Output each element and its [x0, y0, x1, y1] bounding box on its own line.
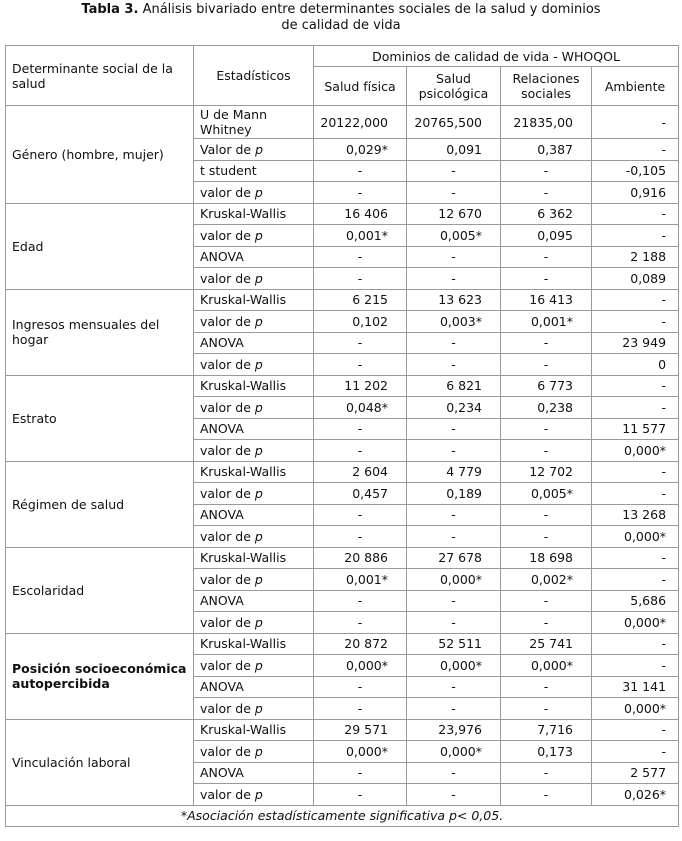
statistic-cell: ANOVA [194, 590, 314, 612]
header-determinante: Determinante social de la salud [6, 46, 194, 106]
determinant-cell: Estrato [6, 375, 194, 461]
value-cell: - [501, 246, 592, 268]
statistic-cell: valor de p [194, 268, 314, 290]
value-cell: - [592, 719, 679, 741]
statistic-cell: valor de p [194, 655, 314, 677]
value-cell: 16 413 [501, 289, 592, 311]
value-cell: 0 [592, 354, 679, 376]
value-cell: - [501, 612, 592, 634]
value-cell: 0,095 [501, 225, 592, 247]
value-cell: - [592, 375, 679, 397]
statistic-cell: ANOVA [194, 504, 314, 526]
statistic-cell: valor de p [194, 526, 314, 548]
value-cell: 4 779 [407, 461, 501, 483]
value-cell: 31 141 [592, 676, 679, 698]
value-cell: 29 571 [314, 719, 407, 741]
value-cell: - [407, 160, 501, 182]
value-cell: - [314, 698, 407, 720]
statistic-cell: U de Mann Whitney [194, 106, 314, 139]
value-cell: - [314, 160, 407, 182]
value-cell: 6 362 [501, 203, 592, 225]
statistic-cell: valor de p [194, 440, 314, 462]
determinant-cell: Escolaridad [6, 547, 194, 633]
table-row [6, 461, 679, 483]
value-cell: - [314, 354, 407, 376]
header-dominios: Dominios de calidad de vida - WHOQOL [314, 46, 679, 67]
value-cell: 0,102 [314, 311, 407, 333]
statistic-cell: Kruskal-Wallis [194, 289, 314, 311]
table-row [6, 203, 679, 225]
value-cell: - [592, 547, 679, 569]
table-caption [0, 0, 682, 34]
value-cell: - [407, 784, 501, 806]
value-cell: 5,686 [592, 590, 679, 612]
header-col-salud-psicologica: Salud psicológica [407, 67, 501, 106]
value-cell: - [407, 676, 501, 698]
value-cell: - [314, 440, 407, 462]
value-cell: 0,026* [592, 784, 679, 806]
statistic-cell: ANOVA [194, 676, 314, 698]
table-row [6, 375, 679, 397]
value-cell: 2 188 [592, 246, 679, 268]
value-cell: - [407, 504, 501, 526]
statistic-cell: valor de p [194, 182, 314, 204]
value-cell: - [407, 698, 501, 720]
value-cell: - [592, 569, 679, 591]
value-cell: - [592, 397, 679, 419]
value-cell: 20 886 [314, 547, 407, 569]
value-cell: 0,000* [407, 741, 501, 763]
value-cell: 6 215 [314, 289, 407, 311]
value-cell: - [501, 676, 592, 698]
determinant-cell: Vinculación laboral [6, 719, 194, 805]
value-cell: 23 949 [592, 332, 679, 354]
value-cell: 6 821 [407, 375, 501, 397]
table-row [6, 719, 679, 741]
value-cell: 0,238 [501, 397, 592, 419]
statistic-cell: valor de p [194, 483, 314, 505]
statistic-cell: valor de p [194, 741, 314, 763]
value-cell: 11 577 [592, 418, 679, 440]
statistic-cell: Kruskal-Wallis [194, 719, 314, 741]
statistic-cell: ANOVA [194, 246, 314, 268]
value-cell: 0,048* [314, 397, 407, 419]
value-cell: 2 577 [592, 762, 679, 784]
value-cell: - [592, 139, 679, 161]
value-cell: - [314, 268, 407, 290]
header-col-relaciones-sociales: Relaciones sociales [501, 67, 592, 106]
value-cell: 12 702 [501, 461, 592, 483]
value-cell: 0,002* [501, 569, 592, 591]
header-estadisticos: Estadísticos [194, 46, 314, 106]
value-cell: - [501, 332, 592, 354]
statistic-cell: Kruskal-Wallis [194, 633, 314, 655]
value-cell: 13 268 [592, 504, 679, 526]
value-cell: 20122,000 [314, 106, 407, 139]
value-cell: - [501, 504, 592, 526]
table-row [6, 106, 679, 139]
value-cell: - [501, 762, 592, 784]
value-cell: 0,000* [592, 440, 679, 462]
header-col-salud-fisica: Salud física [314, 67, 407, 106]
value-cell: - [314, 590, 407, 612]
statistic-cell: valor de p [194, 784, 314, 806]
value-cell: - [407, 246, 501, 268]
value-cell: 0,091 [407, 139, 501, 161]
statistic-cell: valor de p [194, 311, 314, 333]
value-cell: - [314, 418, 407, 440]
statistic-cell: Kruskal-Wallis [194, 461, 314, 483]
statistic-cell: ANOVA [194, 418, 314, 440]
statistic-cell: Kruskal-Wallis [194, 203, 314, 225]
value-cell: - [407, 268, 501, 290]
value-cell: - [314, 526, 407, 548]
value-cell: - [407, 332, 501, 354]
value-cell: - [501, 354, 592, 376]
value-cell: - [407, 762, 501, 784]
value-cell: 0,000* [314, 741, 407, 763]
value-cell: 0,189 [407, 483, 501, 505]
results-table [5, 45, 679, 827]
value-cell: - [592, 483, 679, 505]
caption-text: Análisis bivariado entre determinantes sociales de la salud y dominios [142, 2, 601, 17]
value-cell: 0,001* [314, 225, 407, 247]
statistic-cell: valor de p [194, 397, 314, 419]
statistic-cell: ANOVA [194, 762, 314, 784]
table-row [6, 547, 679, 569]
value-cell: 0,000* [592, 698, 679, 720]
value-cell: - [592, 655, 679, 677]
value-cell: 20765,500 [407, 106, 501, 139]
value-cell: 0,000* [501, 655, 592, 677]
value-cell: - [314, 676, 407, 698]
value-cell: - [314, 784, 407, 806]
value-cell: 0,000* [592, 612, 679, 634]
value-cell: 0,457 [314, 483, 407, 505]
value-cell: 21835,00 [501, 106, 592, 139]
table-body [6, 106, 679, 806]
statistic-cell: Kruskal-Wallis [194, 547, 314, 569]
value-cell: 2 604 [314, 461, 407, 483]
value-cell: - [407, 526, 501, 548]
value-cell: 0,387 [501, 139, 592, 161]
value-cell: - [501, 182, 592, 204]
value-cell: 0,234 [407, 397, 501, 419]
value-cell: 0,003* [407, 311, 501, 333]
value-cell: - [592, 106, 679, 139]
value-cell: 13 623 [407, 289, 501, 311]
value-cell: - [501, 698, 592, 720]
value-cell: - [314, 612, 407, 634]
statistic-cell: valor de p [194, 612, 314, 634]
value-cell: 0,000* [407, 655, 501, 677]
value-cell: 0,000* [407, 569, 501, 591]
value-cell: 0,001* [314, 569, 407, 591]
value-cell: - [592, 225, 679, 247]
value-cell: - [592, 741, 679, 763]
value-cell: - [314, 246, 407, 268]
caption-text-2: de calidad de vida [281, 18, 401, 33]
value-cell: - [501, 440, 592, 462]
value-cell: 25 741 [501, 633, 592, 655]
value-cell: - [407, 182, 501, 204]
statistic-cell: Kruskal-Wallis [194, 375, 314, 397]
value-cell: - [314, 762, 407, 784]
value-cell: - [314, 182, 407, 204]
value-cell: 0,005* [407, 225, 501, 247]
value-cell: - [592, 633, 679, 655]
value-cell: - [407, 354, 501, 376]
value-cell: 0,029* [314, 139, 407, 161]
value-cell: 0,000* [314, 655, 407, 677]
statistic-cell: valor de p [194, 225, 314, 247]
determinant-cell: Edad [6, 203, 194, 289]
value-cell: - [592, 461, 679, 483]
value-cell: - [407, 440, 501, 462]
value-cell: 18 698 [501, 547, 592, 569]
value-cell: 0,000* [592, 526, 679, 548]
value-cell: 27 678 [407, 547, 501, 569]
value-cell: 20 872 [314, 633, 407, 655]
footnote: *Asociación estadísticamente significativa p< 0,05. [6, 805, 679, 826]
value-cell: 16 406 [314, 203, 407, 225]
value-cell: 0,916 [592, 182, 679, 204]
statistic-cell: Valor de p [194, 139, 314, 161]
value-cell: 0,173 [501, 741, 592, 763]
value-cell: - [501, 268, 592, 290]
value-cell: - [501, 418, 592, 440]
statistic-cell: t student [194, 160, 314, 182]
value-cell: - [314, 332, 407, 354]
header-col-ambiente: Ambiente [592, 67, 679, 106]
determinant-cell: Género (hombre, mujer) [6, 106, 194, 204]
table-row [6, 289, 679, 311]
determinant-cell: Ingresos mensuales del hogar [6, 289, 194, 375]
value-cell: 0,089 [592, 268, 679, 290]
value-cell: 12 670 [407, 203, 501, 225]
value-cell: - [501, 160, 592, 182]
caption-label: Tabla 3. [81, 2, 139, 17]
determinant-cell: Régimen de salud [6, 461, 194, 547]
value-cell: 52 511 [407, 633, 501, 655]
value-cell: - [592, 289, 679, 311]
value-cell: 23,976 [407, 719, 501, 741]
value-cell: 0,005* [501, 483, 592, 505]
value-cell: -0,105 [592, 160, 679, 182]
value-cell: - [501, 590, 592, 612]
value-cell: - [501, 526, 592, 548]
value-cell: 7,716 [501, 719, 592, 741]
value-cell: - [407, 612, 501, 634]
value-cell: 11 202 [314, 375, 407, 397]
value-cell: - [314, 504, 407, 526]
statistic-cell: valor de p [194, 698, 314, 720]
value-cell: - [407, 418, 501, 440]
value-cell: - [592, 311, 679, 333]
value-cell: 0,001* [501, 311, 592, 333]
table-row [6, 633, 679, 655]
value-cell: 6 773 [501, 375, 592, 397]
statistic-cell: valor de p [194, 354, 314, 376]
value-cell: - [407, 590, 501, 612]
statistic-cell: ANOVA [194, 332, 314, 354]
value-cell: - [501, 784, 592, 806]
determinant-cell: Posición socioeconómica autopercibida [6, 633, 194, 719]
statistic-cell: valor de p [194, 569, 314, 591]
value-cell: - [592, 203, 679, 225]
